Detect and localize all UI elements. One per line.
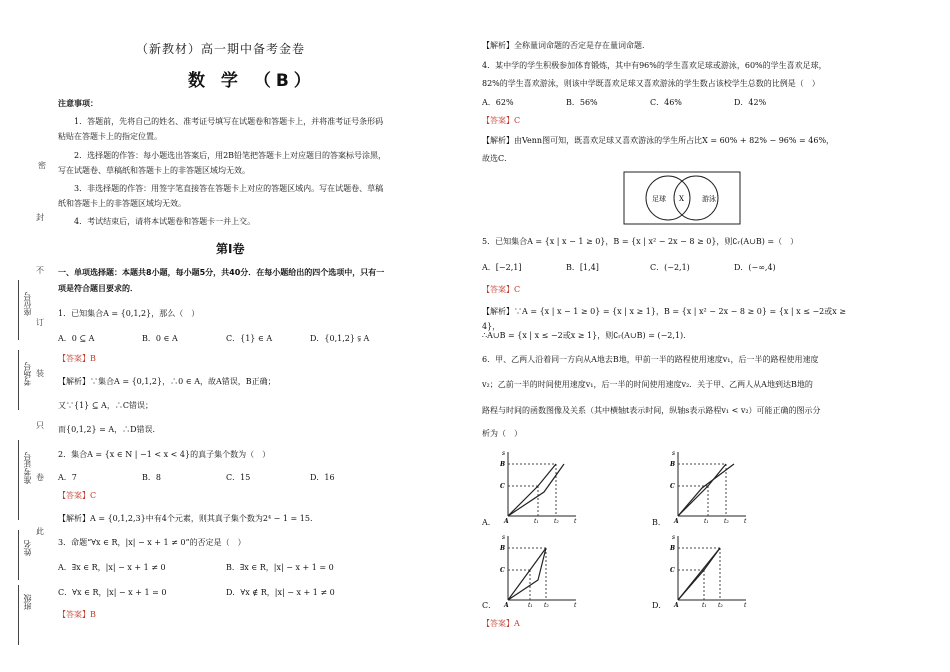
q4-stem: 82%的学生喜欢游泳，则该中学既喜欢足球又喜欢游泳的学生数占该校学生总数的比例是（ ）: [482, 79, 820, 88]
exam-room-label: 考场号: [23, 362, 32, 386]
margin-char: 此: [36, 527, 44, 536]
venn-left-label: 足球: [652, 195, 666, 203]
paper-title: 数 学 （B）: [188, 71, 316, 91]
q1-explanation: 【解析】∵集合A = {0,1,2}，∴0 ∈ A，故A错误，B正确；: [58, 377, 276, 386]
point-a-label: A: [674, 518, 679, 524]
notice-heading: 注意事项：: [58, 99, 98, 108]
notice-line: 粘贴在答题卡上的指定位置。: [58, 132, 162, 141]
binding-margin: [0, 0, 52, 672]
t2-label: t₂: [718, 602, 723, 608]
point-b-label: B: [670, 545, 676, 552]
q4-stem: 4．某中学的学生积极参加体育锻炼，其中有96%的学生喜欢足球或游泳，60%的学生喜欢足球，: [482, 61, 827, 70]
margin-char: 封: [36, 213, 44, 222]
q2-explanation: 【解析】A = {0,1,2,3}中有4个元素，则其真子集个数为2⁴ − 1 = 15．: [58, 514, 318, 523]
margin-char: 不: [36, 266, 44, 275]
axis-s-label: s: [502, 450, 506, 457]
q4-option-b: B．56%: [566, 98, 598, 107]
t1-label: t₁: [702, 602, 707, 608]
q5-option-d: D．(−∞,4): [734, 263, 776, 272]
q1-option-a: A．0 ⊆ A: [58, 334, 95, 343]
q6-option-d: D．: [652, 601, 667, 610]
q2-option-d: D．16: [310, 473, 335, 482]
admission-number-label: 准考证号: [23, 452, 32, 484]
q3-option-b: B．∃x ∈ R，|x| − x + 1 = 0: [226, 563, 334, 572]
field-underline: [18, 530, 19, 580]
margin-char: 密: [38, 161, 46, 170]
section-instructions: 一、单项选择题：本题共8小题，每小题5分，共40分．在每小题给出的四个选项中，只有一: [58, 268, 385, 277]
point-b-label: B: [500, 461, 506, 468]
class-label: 班级: [23, 594, 32, 610]
q5-explanation: 【解析】∵A = {x | x − 1 ≥ 0} = {x | x ≥ 1}，B = {x | x² − 2x − 8 ≥ 0} = {x | x ≤ −2或x ≥ 4}，: [482, 307, 846, 331]
q3-answer: 【答案】B: [58, 610, 96, 619]
section-instructions: 项是符合题目要求的．: [58, 284, 138, 293]
notice-line: 1．答题前，先将自己的姓名、准考证号填写在试题卷和答题卡上，并将准考证号条形码: [74, 117, 384, 126]
t1-label: t₁: [528, 602, 533, 608]
point-c-label: C: [670, 483, 675, 490]
seat-number-label: 座位号: [23, 292, 32, 316]
venn-diagram: [622, 170, 742, 226]
t2-label: t₂: [544, 602, 549, 608]
q3-option-a: A．∃x ∈ R，|x| − x + 1 ≠ 0: [58, 563, 166, 572]
q5-stem: 5．已知集合A = {x | x − 1 ≥ 0}，B = {x | x² − 2x − 8 ≥ 0}，则∁ᵣ(A∪B) =（ ）: [482, 237, 799, 246]
q6-graph-d: [664, 530, 750, 608]
q4-explanation: 故选C．: [482, 154, 513, 163]
point-a-label: A: [504, 518, 509, 524]
q4-option-c: C．46%: [650, 98, 682, 107]
axis-s-label: s: [502, 534, 506, 541]
q2-option-b: B．8: [142, 473, 161, 482]
paper-subtitle: （新教材）高一期中备考金卷: [136, 42, 306, 56]
point-a-label: A: [674, 602, 679, 608]
name-label: 姓名: [23, 540, 32, 556]
field-underline: [18, 440, 19, 520]
q1-answer: 【答案】B: [58, 354, 96, 363]
q3-option-d: D．∀x ∉ R，|x| − x + 1 ≠ 0: [226, 588, 335, 597]
t1-label: t₁: [704, 518, 709, 524]
q6-graph-c: [494, 530, 580, 608]
q2-option-a: A．7: [58, 473, 77, 482]
axis-t-label: t: [574, 518, 577, 524]
margin-char: 订: [36, 318, 44, 327]
notice-line: 4．考试结束后，请将本试题卷和答题卡一并上交。: [74, 217, 256, 226]
q6-stem: v₂；乙前一半的时间使用速度v₁，后一半的时间使用速度v₂．关于甲、乙两人从A地到达B地的: [482, 380, 813, 389]
q6-option-c: C．: [482, 601, 497, 610]
q6-graph-a: [494, 446, 580, 524]
notice-line: 纸和答题卡上的非答题区域均无效。: [58, 199, 186, 208]
q3-option-c: C．∀x ∈ R，|x| − x + 1 = 0: [58, 588, 167, 597]
point-b-label: B: [500, 545, 506, 552]
q5-option-b: B．[1,4]: [566, 263, 599, 272]
notice-line: 写在试题卷、草稿纸和答题卡上的非答题区域均无效。: [58, 166, 250, 175]
q1-option-b: B．0 ∈ A: [142, 334, 178, 343]
point-a-label: A: [504, 602, 509, 608]
margin-char: 装: [36, 369, 44, 378]
point-c-label: C: [500, 483, 505, 490]
notice-line: 2．选择题的作答：每小题选出答案后，用2B铅笔把答题卡上对应题目的答案标号涂黑，: [74, 151, 387, 160]
field-underline: [18, 585, 19, 645]
q4-option-d: D．42%: [734, 98, 767, 107]
q5-option-a: A．[−2,1]: [482, 263, 522, 272]
q6-option-a: A．: [482, 518, 496, 527]
q6-option-b: B．: [652, 518, 666, 527]
venn-center-label: X: [679, 195, 684, 203]
q6-answer: 【答案】A: [482, 619, 520, 628]
section-title: 第Ⅰ卷: [216, 242, 245, 256]
q5-explanation: ∴A∪B = {x | x ≤ −2或x ≥ 1}，则∁ᵣ(A∪B) = (−2,1)．: [482, 331, 692, 340]
margin-char: 只: [36, 421, 44, 430]
q5-option-c: C．(−2,1): [650, 263, 690, 272]
field-underline: [18, 280, 19, 340]
q1-stem: 1．已知集合A = {0,1,2}，那么（ ）: [58, 309, 200, 318]
venn-right-label: 游泳: [702, 195, 716, 203]
q6-stem: 6．甲、乙两人沿着同一方向从A地去B地，甲前一半的路程使用速度v₁，后一半的路程使用速度: [482, 355, 819, 364]
q3-explanation: 【解析】全称量词命题的否定是存在量词命题．: [482, 41, 650, 50]
q2-stem: 2．集合A = {x ∈ N | −1 < x < 4}的真子集个数为（ ）: [58, 450, 271, 459]
q1-explanation: 又∵{1} ⊆ A，∴C错误；: [58, 401, 153, 410]
q4-explanation: 【解析】由Venn图可知，既喜欢足球又喜欢游泳的学生所占比X = 60% + 82% − 96% = 46%，: [482, 136, 835, 145]
axis-s-label: s: [672, 450, 676, 457]
axis-s-label: s: [672, 534, 676, 541]
q2-answer: 【答案】C: [58, 491, 97, 500]
q6-stem: 路程与时间的函数图像及关系（其中横轴t表示时间，纵轴s表示路程v₁ < v₂）可能正确的图示分: [482, 406, 821, 415]
q3-stem: 3．命题“∀x ∈ R，|x| − x + 1 ≠ 0”的否定是（ ）: [58, 538, 246, 547]
q1-explanation: 而{0,1,2} = A，∴D错误．: [58, 425, 161, 434]
q1-option-c: C．{1} ∈ A: [226, 334, 273, 343]
notice-line: 3．非选择题的作答：用签字笔直接答在答题卡上对应的答题区域内。写在试题卷、草稿: [74, 184, 384, 193]
t2-label: t₂: [554, 518, 559, 524]
point-c-label: C: [500, 567, 505, 574]
q2-option-c: C．15: [226, 473, 251, 482]
q4-option-a: A．62%: [482, 98, 514, 107]
q6-stem: 析为（ ）: [482, 429, 522, 438]
t1-label: t₁: [534, 518, 539, 524]
point-b-label: B: [670, 461, 676, 468]
q6-graph-b: [664, 446, 750, 524]
q1-option-d: D．{0,1,2} ⫋ A: [310, 334, 370, 343]
t2-label: t₂: [724, 518, 729, 524]
axis-t-label: t: [744, 518, 747, 524]
q4-answer: 【答案】C: [482, 116, 521, 125]
point-c-label: C: [670, 567, 675, 574]
axis-t-label: t: [574, 602, 577, 608]
axis-t-label: t: [744, 602, 747, 608]
margin-char: 卷: [36, 473, 44, 482]
q5-answer: 【答案】C: [482, 285, 521, 294]
field-underline: [18, 350, 19, 410]
